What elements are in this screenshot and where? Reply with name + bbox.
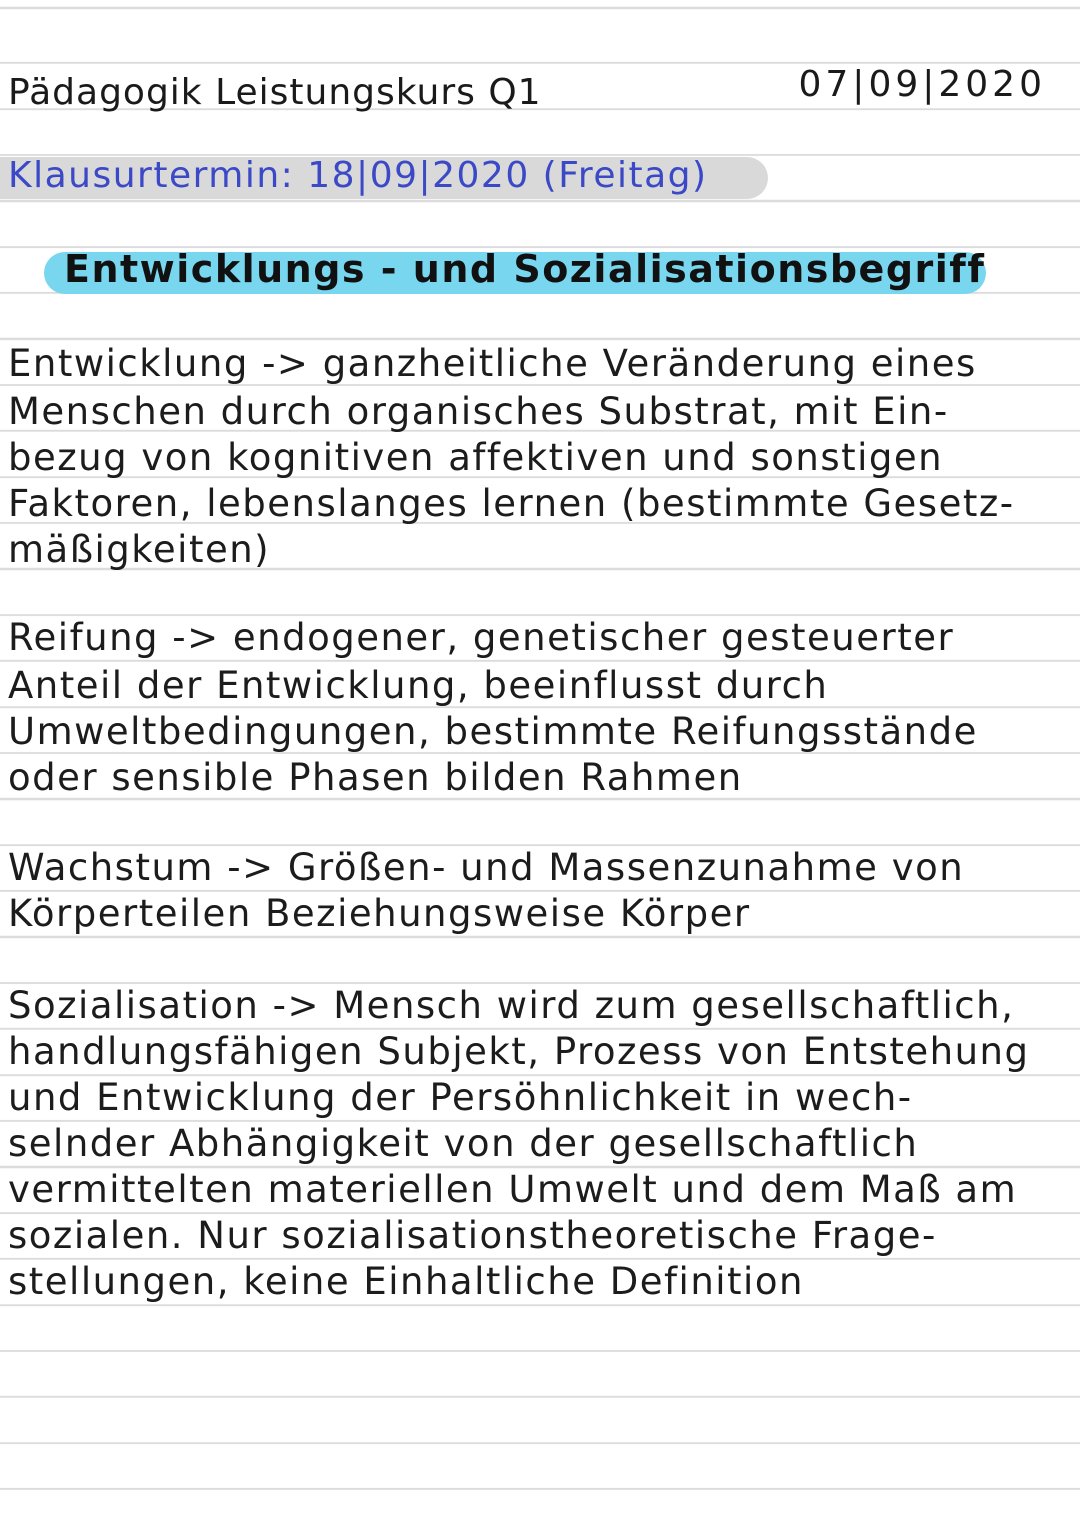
wachstum-line: Körperteilen Beziehungsweise Körper (8, 892, 751, 935)
sozialisation-line: selnder Abhängigkeit von der gesellschaftlich (8, 1122, 919, 1165)
entwicklung-line: bezug von kognitiven affektiven und sonstigen (8, 436, 944, 479)
sozialisation-line: stellungen, keine Einhaltliche Definition (8, 1260, 804, 1303)
entwicklung-line: Entwicklung -> ganzheitliche Veränderung eines (8, 342, 977, 385)
entwicklung-line: Faktoren, lebenslanges lernen (bestimmte Gesetz- (8, 482, 1015, 525)
sozialisation-line: und Entwicklung der Persöhnlichkeit in wech- (8, 1076, 913, 1119)
course-title: Pädagogik Leistungskurs Q1 (8, 72, 542, 113)
reifung-line: Anteil der Entwicklung, beeinflusst durch (8, 664, 829, 707)
entwicklung-line: mäßigkeiten) (8, 528, 271, 571)
sozialisation-line: vermittelten materiellen Umwelt und dem Maß am (8, 1168, 1018, 1211)
sozialisation-line: sozialen. Nur sozialisationstheoretische Frage- (8, 1214, 937, 1257)
entwicklung-line: Menschen durch organisches Substrat, mit Ein- (8, 390, 949, 433)
reifung-line: Umweltbedingungen, bestimmte Reifungsstände (8, 710, 978, 753)
sozialisation-line: handlungsfähigen Subjekt, Prozess von Entstehung (8, 1030, 1030, 1073)
reifung-line: oder sensible Phasen bilden Rahmen (8, 756, 743, 799)
exam-date: Klausurtermin: 18|09|2020 (Freitag) (8, 155, 708, 196)
note-date: 07|09|2020 (798, 64, 1046, 105)
page-title: Entwicklungs - und Sozialisationsbegriff (64, 247, 986, 291)
sozialisation-line: Sozialisation -> Mensch wird zum gesellschaftlich, (8, 984, 1015, 1027)
wachstum-line: Wachstum -> Größen- und Massenzunahme von (8, 846, 965, 889)
reifung-line: Reifung -> endogener, genetischer gesteuerter (8, 616, 955, 659)
